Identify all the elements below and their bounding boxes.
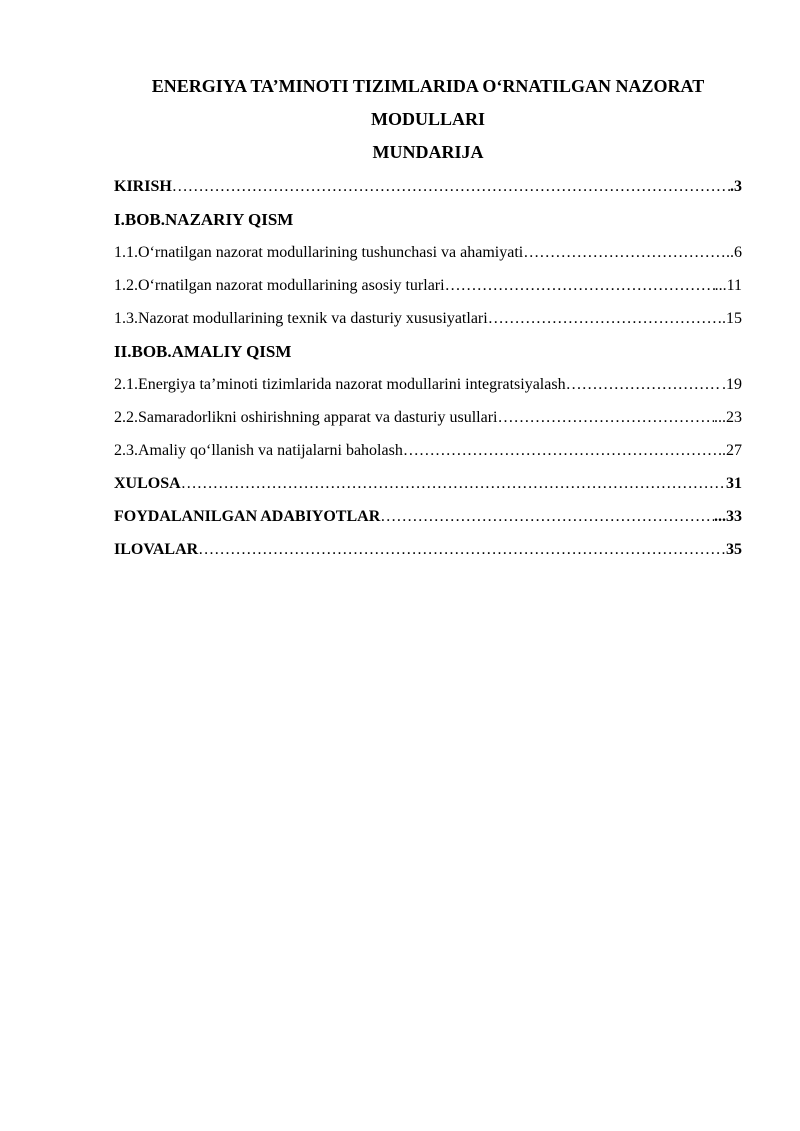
toc-entry-page: .15: [722, 310, 742, 327]
toc-entry-page: ...33: [714, 508, 742, 525]
toc-entry: [114, 368, 742, 401]
toc-dot-leader: [488, 302, 722, 335]
toc-entry: [114, 302, 742, 335]
toc-entry: [114, 533, 742, 566]
toc-entry-page: ...23: [714, 409, 742, 426]
toc-entry: [114, 500, 742, 533]
toc-dot-leader: [523, 236, 726, 269]
toc-entry-page: 35: [726, 541, 742, 558]
toc-entry: [114, 170, 742, 203]
document-title-line-2: MODULLARI: [370, 109, 485, 129]
toc-entry-page: ..6: [726, 244, 742, 261]
toc-entry-page: 31: [726, 475, 742, 492]
toc-section-heading: [114, 203, 742, 236]
toc-entry-page: ..27: [718, 442, 742, 459]
toc-entry: [114, 269, 742, 302]
toc-section-heading: [114, 335, 742, 368]
document-title-line-1: ENERGIYA TA’MINOTI TIZIMLARIDA O‘RNATILGAN NAZORAT: [151, 76, 705, 96]
toc-entry-label: 2.3.Amaliy qo‘llanish va natijalarni baholash: [114, 442, 403, 459]
toc-entry: [114, 434, 742, 467]
toc-entry-label: I.BOB.NAZARIY QISM: [114, 210, 294, 229]
toc-entry: [114, 236, 742, 269]
toc-dot-leader: [181, 467, 726, 500]
toc-heading: MUNDARIJA: [372, 142, 484, 162]
toc-entry-page: .19: [722, 376, 742, 393]
toc-entry-page: ...11: [714, 277, 742, 294]
toc-dot-leader: [198, 533, 726, 566]
toc-entry-label: XULOSA: [114, 475, 181, 492]
toc-dot-leader: [566, 368, 722, 401]
title-block: [110, 70, 746, 169]
toc-entry-label: II.BOB.AMALIY QISM: [114, 342, 292, 361]
toc-entry: [114, 401, 742, 434]
toc-entry-label: KIRISH: [114, 178, 172, 195]
toc-entry-label: 2.1.Energiya ta’minoti tizimlarida nazorat modullarini integratsiyalash: [114, 376, 566, 393]
toc-entry-label: 1.3.Nazorat modullarining texnik va dasturiy xususiyatlari: [114, 310, 488, 327]
toc-dot-leader: [403, 434, 718, 467]
toc-entry-label: 1.2.O‘rnatilgan nazorat modullarining asosiy turlari: [114, 277, 445, 294]
toc-entry: [114, 467, 742, 500]
toc-dot-leader: [497, 401, 714, 434]
toc-entry-page: .3: [730, 178, 742, 195]
toc-dot-leader: [445, 269, 715, 302]
toc-entry-label: ILOVALAR: [114, 541, 199, 558]
toc-dot-leader: [380, 500, 714, 533]
toc-dot-leader: [172, 170, 730, 203]
toc-entry-label: FOYDALANILGAN ADABIYOTLAR: [114, 508, 381, 525]
table-of-contents: [114, 170, 742, 566]
toc-entry-label: 2.2.Samaradorlikni oshirishning apparat va dasturiy usullari: [114, 409, 498, 426]
toc-entry-label: 1.1.O‘rnatilgan nazorat modullarining tushunchasi va ahamiyati: [114, 244, 524, 261]
